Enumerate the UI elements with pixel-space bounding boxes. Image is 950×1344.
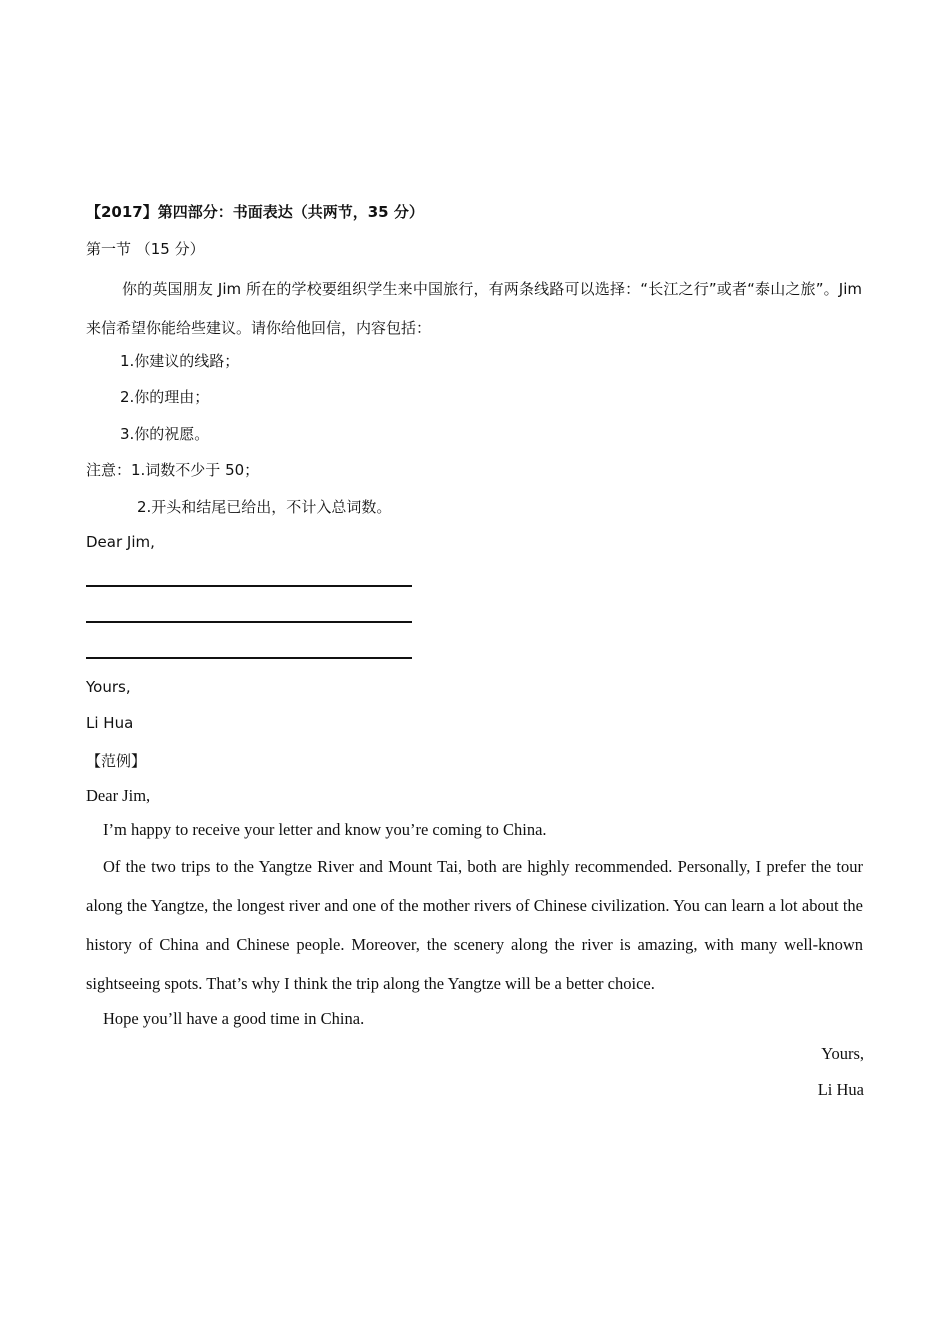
sample-paragraph-2: Of the two trips to the Yangtze River and Mount Tai, both are highly recommended. Personally, I prefer the tour along the Yangtze, the longest river and one of the mother rivers of Chinese civilization. You can learn a lot about the history of China and Chinese people. Moreover, the scenery along the river is amazing, with many well-known sightseeing spots. That’s why I think the trip along the Yangtze will be a better choice. bbox=[86, 857, 863, 993]
note-line-1: 注意：1.词数不少于 50； bbox=[86, 461, 260, 479]
note-line-2: 2.开头和结尾已给出，不计入总词数。 bbox=[137, 498, 392, 516]
section-heading: 第一节 （15 分） bbox=[86, 240, 205, 258]
prompt-description: 你的英国朋友 Jim 所在的学校要组织学生来中国旅行，有两条线路可以选择：“长江之行”或者“泰山之旅”。Jim 来信希望你能给些建议。请你给他回信，内容包括： bbox=[86, 280, 862, 337]
answer-blank-line bbox=[86, 621, 412, 623]
requirement-item-2: 2.你的理由； bbox=[120, 388, 210, 406]
sample-paragraph-1: I’m happy to receive your letter and know you’re coming to China. bbox=[103, 820, 547, 839]
question-title: 【2017】第四部分：书面表达（共两节，35 分） bbox=[86, 203, 424, 221]
sample-label: 【范例】 bbox=[86, 752, 147, 770]
letter-greeting: Dear Jim, bbox=[86, 533, 155, 551]
answer-blank-line bbox=[86, 657, 412, 659]
answer-blank-line bbox=[86, 585, 412, 587]
requirement-item-1: 1.你建议的线路； bbox=[120, 352, 240, 370]
sample-closing: Yours, bbox=[821, 1044, 864, 1063]
letter-closing: Yours, bbox=[86, 678, 131, 696]
requirement-item-3: 3.你的祝愿。 bbox=[120, 425, 210, 443]
letter-signature: Li Hua bbox=[86, 714, 134, 732]
sample-greeting: Dear Jim, bbox=[86, 786, 151, 805]
sample-paragraph-3: Hope you’ll have a good time in China. bbox=[103, 1009, 365, 1028]
sample-signature: Li Hua bbox=[817, 1080, 864, 1099]
